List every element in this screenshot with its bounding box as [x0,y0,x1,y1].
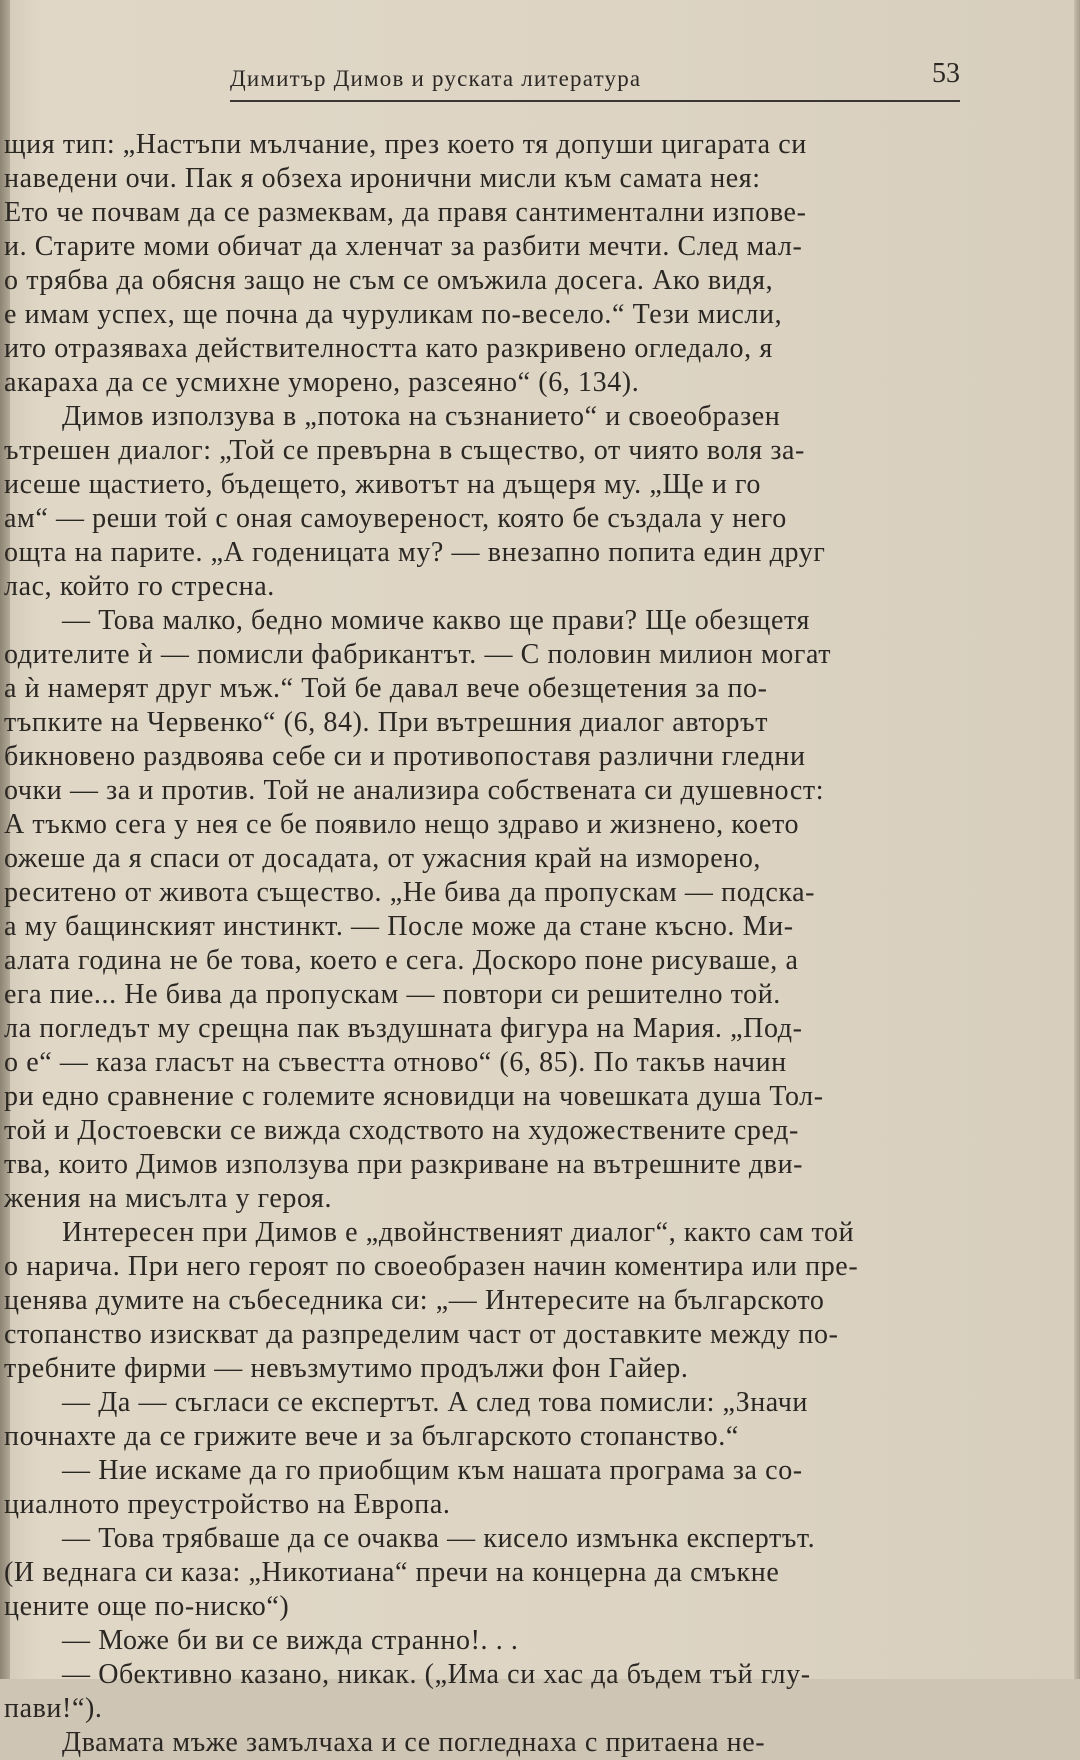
text-line: тъпките на Червенко“ (6, 84). При вътрешния диалог авторът [4,707,769,738]
text-line: ощта на парите. „А годеницата му? — внезапно попита един друг [4,537,826,568]
text-line: той и Достоевски се вижда сходството на художествените сред- [4,1115,799,1146]
text-line: Ето че почвам да се размеквам, да правя сантиментални изпове- [4,197,807,228]
text-line: — Може би ви се вижда странно!. . . [62,1625,519,1656]
text-line: стопанство изискват да разпределим част от доставките между по- [4,1319,839,1350]
page-number: 53 [932,58,960,89]
text-line: и. Старите моми обичат да хленчат за разбити мечти. След мал- [4,231,803,262]
text-line: очки — за и против. Той не анализира собствената си душевност: [4,775,825,806]
text-line: наведени очи. Пак я обзеха иронични мисли към самата нея: [4,163,761,194]
text-line: ито отразяваха действителността като разкривено огледало, я [4,333,773,364]
text-line: о трябва да обясня защо не съм се омъжила досега. Ако видя, [4,265,774,296]
text-line: ри едно сравнение с големите ясновидци на човешката душа Тол- [4,1081,824,1112]
text-line: акараха да се усмихне уморено, разсеяно“ (6, 134). [4,367,640,398]
text-line: а ѝ намерят друг мъж.“ Той бе давал вече обезщетения за по- [4,673,768,704]
running-title: Димитър Димов и руската литература [230,66,642,91]
text-line: тва, които Димов използува при разкриване на вътрешните дви- [4,1149,804,1180]
text-line: пави!“). [4,1693,103,1724]
page-edge [1074,0,1080,1679]
page-header [230,58,960,102]
text-line: щия тип: „Настъпи мълчание, през което тя допуши цигарата си [4,129,807,160]
text-line: Димов използува в „потока на съзнанието“ и своеобразен [62,401,781,432]
text-line: жения на мисълта у героя. [4,1183,333,1214]
text-line: ам“ — реши той с оная самоувереност, която бе създала у него [4,503,787,534]
text-line: требните фирми — невъзмутимо продължи фон Гайер. [4,1353,689,1384]
text-line: ега пие... Не бива да пропускам — повтори си решително той. [4,979,781,1010]
text-line: Интересен при Димов е „двойнственият диалог“, както сам той [62,1217,855,1248]
header-rule [230,100,960,102]
text-line: ла погледът му срещна пак въздушната фигура на Мария. „Под- [4,1013,803,1044]
text-line: Двамата мъже замълчаха и се погледнаха с притаена не- [62,1727,766,1758]
text-line: исеше щастието, бъдещето, животът на дъщеря му. „Ще и го [4,469,761,500]
text-line: А тъкмо сега у нея се бе появило нещо здраво и жизнено, което [4,809,800,840]
text-line: — Обективно казано, никак. („Има си хас да бъдем тъй глу- [62,1659,811,1690]
text-line: почнахте да се грижите вече и за българското стопанство.“ [4,1421,739,1452]
text-line: цените още по-ниско“) [4,1591,290,1622]
text-line: циалното преустройство на Европа. [4,1489,451,1520]
text-line: алата година не бе това, което е сега. Доскоро поне рисуваше, а [4,945,799,976]
text-line: ценява думите на събеседника си: „— Интересите на българското [4,1285,825,1316]
text-line: бикновено раздвоява себе си и противопоставя различни гледни [4,741,806,772]
text-line: ътрешен диалог: „Той се превърна в същество, от чиято воля за- [4,435,805,466]
text-line: — Това малко, бедно момиче какво ще прави? Ще обезщетя [62,605,810,636]
text-line: ожеше да я спаси от досадата, от ужасния край на изморено, [4,843,762,874]
text-line: одителите ѝ — помисли фабрикантът. — С половин милион могат [4,639,832,670]
text-line: (И веднага си каза: „Никотиана“ пречи на концерна да смъкне [4,1557,780,1588]
text-line: — Това трябваше да се очаква — кисело измънка експертът. [62,1523,816,1554]
text-line: реситено от живота същество. „Не бива да пропускам — подска- [4,877,816,908]
text-line: е имам успех, ще почна да чуруликам по-весело.“ Тези мисли, [4,299,783,330]
text-line: а му бащинският инстинкт. — После може да стане късно. Ми- [4,911,794,942]
text-line: — Да — съгласи се експертът. А след това помисли: „Значи [62,1387,808,1418]
text-line: о е“ — каза гласът на съвестта отново“ (6, 85). По такъв начин [4,1047,787,1078]
body-text [4,128,994,1760]
text-line: — Ние искаме да го приобщим към нашата програма за со- [62,1455,803,1486]
text-line: лас, който го стресна. [4,571,275,602]
text-line: о нарича. При него героят по своеобразен начин коментира или пре- [4,1251,859,1282]
